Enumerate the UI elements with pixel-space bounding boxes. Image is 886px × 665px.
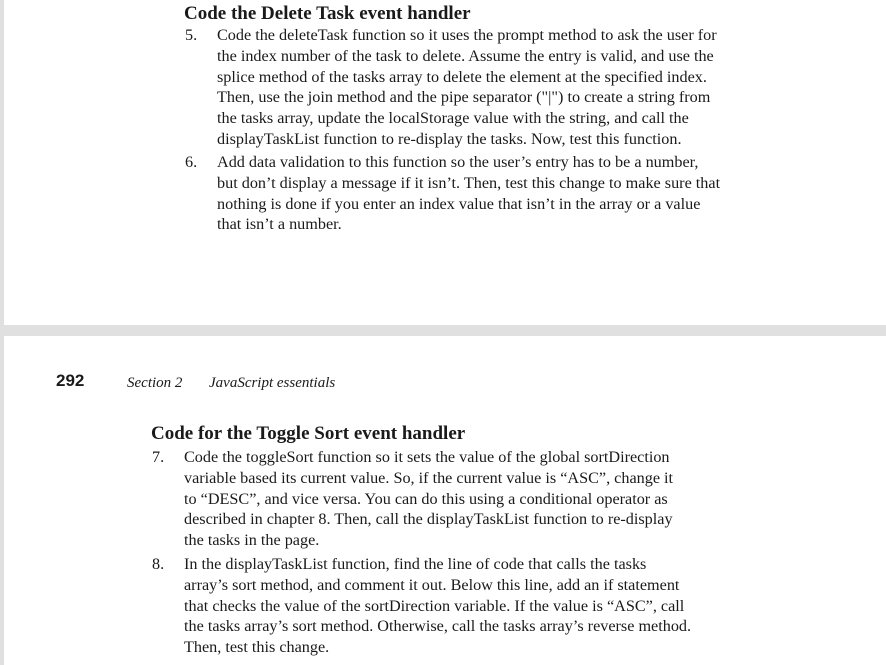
step-8 — [152, 554, 691, 658]
step-7 — [152, 447, 673, 551]
step-line: the tasks array’s sort method. Otherwise, call the tasks array’s reverse method. — [184, 617, 692, 636]
running-head-section-title: JavaScript essentials — [209, 375, 336, 391]
step-line: the tasks array, update the localStorage value with the string, and call the — [217, 109, 689, 128]
step-line: the index number of the task to delete. Assume the entry is valid, and use the — [217, 46, 714, 65]
step-line: described in chapter 8. Then, call the displayTaskList function to re-display — [184, 510, 673, 529]
page-number: 292 — [56, 371, 85, 390]
step-line: Add data validation to this function so the user’s entry has to be a number, — [217, 153, 699, 171]
running-head-section-label: Section 2 — [127, 375, 183, 391]
step-line: Code the toggleSort function so it sets the value of the global sortDirection — [184, 448, 670, 466]
step-6 — [185, 152, 720, 235]
step-line: but don’t display a message if it isn’t. Then, test this change to make sure that — [217, 173, 721, 192]
page-top — [4, 0, 886, 325]
page-bottom — [4, 336, 886, 665]
step-line: In the displayTaskList function, find the line of code that calls the tasks — [184, 555, 647, 573]
section-heading-delete-task: Code the Delete Task event handler — [184, 3, 471, 24]
step-line: that checks the value of the sortDirection variable. If the value is “ASC”, call — [184, 596, 685, 615]
step-number: 6. — [185, 153, 198, 171]
step-line: variable based its current value. So, if the current value is “ASC”, change it — [184, 468, 674, 487]
step-line: displayTaskList function to re-display the tasks. Now, test this function. — [217, 129, 682, 148]
step-line: splice method of the tasks array to delete the element at the specified index. — [217, 67, 707, 86]
step-text — [184, 554, 691, 658]
step-number: 8. — [152, 555, 165, 573]
step-text — [217, 25, 717, 150]
step-line: array’s sort method, and comment it out. Below this line, add an if statement — [184, 575, 680, 594]
step-line: Then, test this change. — [184, 638, 330, 657]
step-line: the tasks in the page. — [184, 531, 320, 550]
step-number: 5. — [185, 26, 198, 44]
step-line: to “DESC”, and vice versa. You can do this using a conditional operator as — [184, 489, 668, 508]
step-text — [184, 447, 673, 551]
step-text — [217, 152, 720, 235]
step-5 — [185, 25, 717, 150]
step-line: Then, use the join method and the pipe separator ("|") to create a string from — [217, 88, 711, 107]
section-heading-toggle-sort: Code for the Toggle Sort event handler — [151, 423, 466, 444]
step-line: nothing is done if you enter an index value that isn’t in the array or a value — [217, 194, 701, 213]
step-line: Code the deleteTask function so it uses the prompt method to ask the user for — [217, 26, 717, 44]
step-number: 7. — [152, 448, 165, 466]
step-line: that isn’t a number. — [217, 215, 342, 234]
